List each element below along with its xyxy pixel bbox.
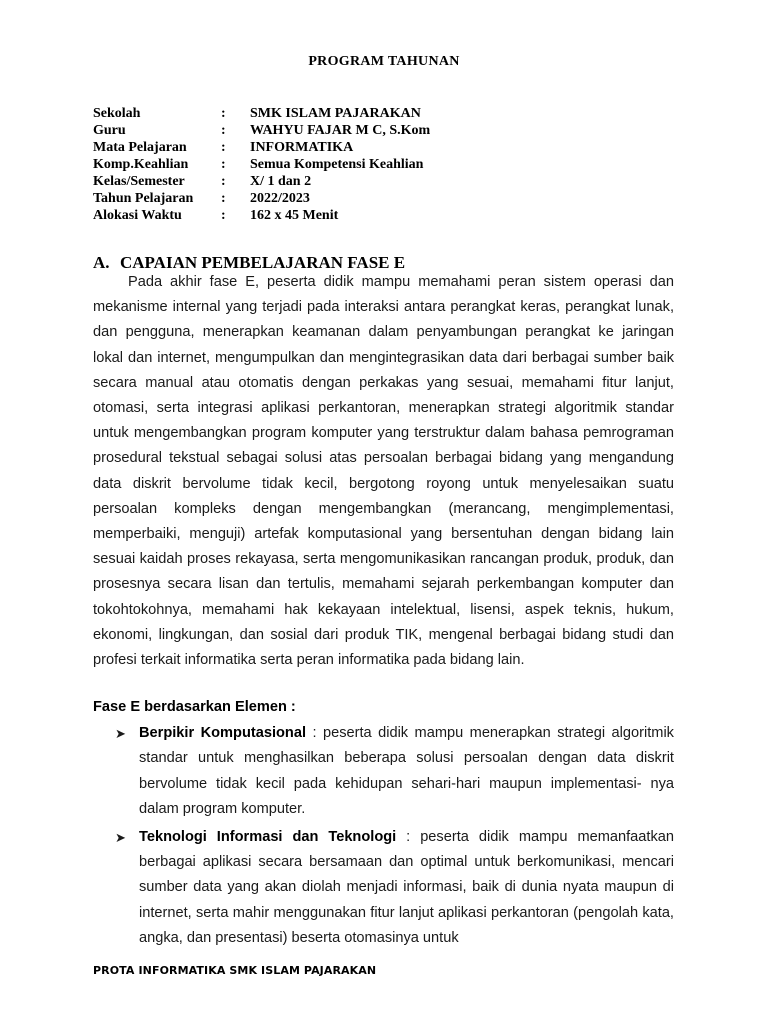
info-colon: : (221, 106, 226, 121)
list-item (93, 721, 674, 823)
info-label: Sekolah (93, 106, 141, 121)
element-name: Teknologi Informasi dan Teknologi (139, 828, 397, 845)
info-colon: : (221, 123, 226, 138)
info-value: SMK ISLAM PAJARAKAN (250, 106, 421, 121)
subheading: Fase E berdasarkan Elemen : (93, 699, 296, 715)
info-label: Tahun Pelajaran (93, 191, 194, 206)
body-paragraph: Pada akhir fase E, peserta didik mampu memahami peran sistem operasi dan mekanisme internal yang terjadi pada interaksi antara perangkat keras, perangkat lunak, dan pengguna, menerapkan keamanan dalam penyambungan perangkat ke jaringan lokal dan internet, mengumpulkan dan mengintegrasikan data dari berbagai sumber baik secara manual atau otomatis dengan perkakas yang sesuai, memahami fitur lanjut, otomasi, serta integrasi aplikasi perkantoran, menerapkan strategi algoritmik standar untuk mengembangkan program komputer yang terstruktur dalam bahasa pemrograman prosedural tekstual sebagai solusi atas persoalan berbagai bidang yang mengandung data diskrit bervolume tidak kecil, bergotong royong untuk menyelesaikan suatu persoalan kompleks dengan mengembangkan (merancang, mengimplementasi, memperbaiki, menguji) artefak komputasional yang bersentuhan dengan bidang lain sesuai kaidah proses rekayasa, serta mengomunikasikan rancangan produk, produk, dan prosesnya secara lisan dan tertulis, memahami sejarah perkembangan komputer dan tokohtokohnya, memahami hak kekayaan intelektual, lisensi, aspek teknis, hukum, ekonomi, lingkungan, dan sosial dari produk TIK, mengenal berbagai bidang studi dan profesi terkait informatika serta peran informatika pada bidang lain. (93, 274, 674, 669)
info-label: Guru (93, 123, 126, 138)
arrow-bullet-icon: ➤ (115, 829, 126, 845)
info-colon: : (221, 191, 226, 206)
info-value: 2022/2023 (250, 191, 310, 206)
info-label: Komp.Keahlian (93, 157, 189, 172)
list-item (93, 825, 674, 952)
info-label: Kelas/Semester (93, 174, 185, 189)
info-colon: : (221, 208, 226, 223)
identity-table (93, 105, 430, 224)
info-label: Mata Pelajaran (93, 140, 187, 155)
section-title: CAPAIAN PEMBELAJARAN FASE E (120, 253, 406, 272)
info-value: 162 x 45 Menit (250, 208, 339, 223)
info-row-guru (93, 122, 430, 139)
section-number: A. (93, 253, 110, 272)
info-value: Semua Kompetensi Keahlian (250, 157, 424, 172)
info-row-tahun-pelajaran (93, 190, 430, 207)
info-colon: : (221, 174, 226, 189)
info-row-sekolah (93, 105, 430, 122)
info-colon: : (221, 157, 226, 172)
arrow-bullet-icon: ➤ (115, 726, 126, 741)
page-footer: PROTA INFORMATIKA SMK ISLAM PAJARAKAN (93, 964, 377, 977)
info-label: Alokasi Waktu (93, 208, 182, 223)
info-value: INFORMATIKA (250, 140, 354, 155)
element-name: Berpikir Komputasional (139, 725, 307, 741)
info-row-kelas-semester (93, 173, 430, 190)
page-title: PROGRAM TAHUNAN (308, 54, 460, 69)
info-value: WAHYU FAJAR M C, S.Kom (250, 123, 431, 138)
info-row-komp-keahlian (93, 156, 430, 173)
info-row-alokasi-waktu (93, 207, 430, 224)
element-list (93, 721, 674, 954)
element-text: : peserta didik mampu memanfaatkan berbagai aplikasi secara bersamaan dan optimal untuk berkomunikasi, mencari sumber data yang akan diolah menjadi informasi, baik di dunia nyata maupun di internet, serta mahir menggunakan fitur lanjut aplikasi perkantoran (pengolah kata, angka, dan presentasi) beserta otomasinya untuk (139, 828, 674, 947)
element-text: : peserta didik mampu menerapkan strategi algoritmik standar untuk menghasilkan beberapa solusi persoalan dengan data diskrit bervolume tidak kecil pada kehidupan sehari-hari maupun implementasi- nya dalam program komputer. (139, 725, 674, 818)
info-value: X/ 1 dan 2 (250, 174, 312, 189)
info-colon: : (221, 140, 226, 155)
info-row-mata-pelajaran (93, 139, 430, 156)
